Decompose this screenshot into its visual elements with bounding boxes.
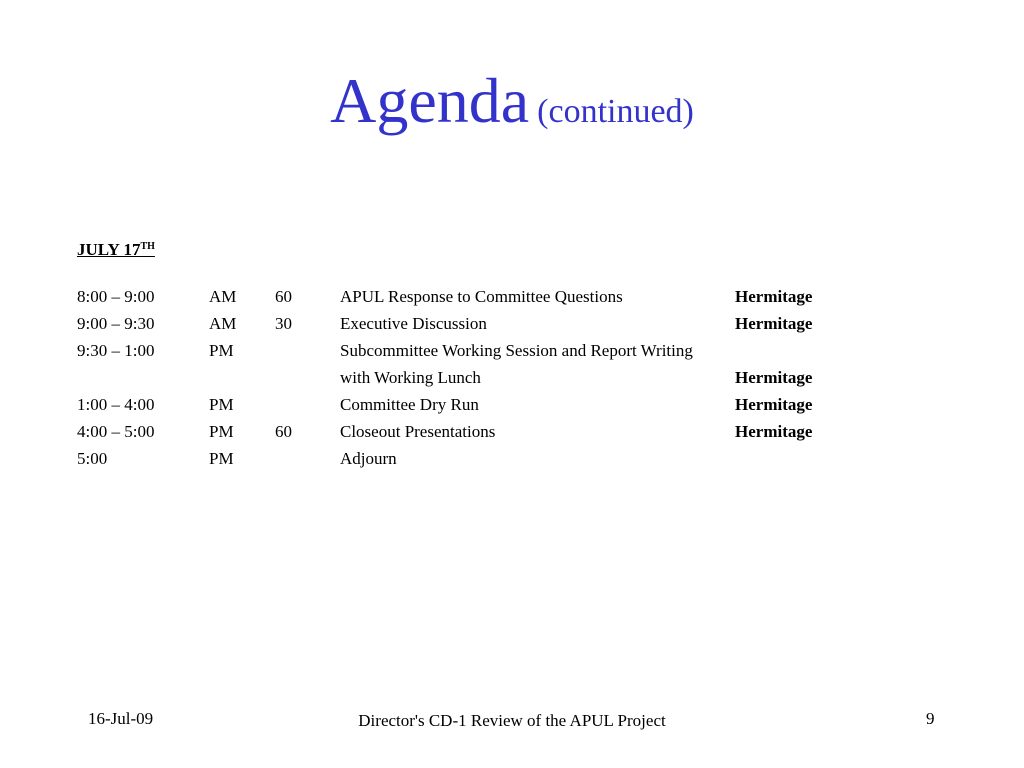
- agenda-room: Hermitage: [735, 314, 813, 333]
- agenda-topic: Closeout Presentations: [340, 422, 496, 441]
- title-text: Agenda: [330, 65, 530, 136]
- agenda-minutes: 60: [275, 422, 292, 441]
- day-heading-text: JULY 17: [77, 240, 141, 259]
- agenda-ampm: PM: [209, 422, 234, 441]
- agenda-row: [77, 341, 877, 368]
- agenda-time: 9:30 – 1:00: [77, 341, 155, 360]
- agenda-room: Hermitage: [735, 368, 813, 387]
- agenda-row: [77, 449, 877, 476]
- agenda-time: 5:00: [77, 449, 108, 468]
- agenda-topic: Executive Discussion: [340, 314, 487, 333]
- agenda-row: [77, 314, 877, 341]
- agenda-time: 9:00 – 9:30: [77, 314, 155, 333]
- agenda-ampm: PM: [209, 449, 234, 468]
- agenda-row: [77, 368, 877, 395]
- agenda-row: [77, 395, 877, 422]
- agenda-time: 1:00 – 4:00: [77, 395, 155, 414]
- agenda-topic: Committee Dry Run: [340, 395, 479, 414]
- title-subtitle: (continued): [537, 93, 694, 130]
- page-number: 9: [926, 709, 935, 728]
- day-heading: [77, 240, 155, 260]
- agenda-ampm: AM: [209, 314, 237, 333]
- day-heading-superscript: TH: [140, 241, 155, 252]
- agenda-ampm: PM: [209, 395, 234, 414]
- agenda-room: Hermitage: [735, 422, 813, 441]
- agenda-table: [77, 287, 877, 476]
- agenda-row: [77, 422, 877, 449]
- slide-title: [0, 64, 1024, 138]
- agenda-topic: Adjourn: [340, 449, 397, 468]
- agenda-row: [77, 287, 877, 314]
- agenda-topic: Subcommittee Working Session and Report Writing: [340, 341, 693, 360]
- agenda-time: 8:00 – 9:00: [77, 287, 155, 306]
- agenda-room: Hermitage: [735, 395, 813, 414]
- agenda-time: 4:00 – 5:00: [77, 422, 155, 441]
- agenda-minutes: 60: [275, 287, 292, 306]
- agenda-room: Hermitage: [735, 287, 813, 306]
- agenda-topic: APUL Response to Committee Questions: [340, 287, 623, 306]
- agenda-ampm: AM: [209, 287, 237, 306]
- footer-title: Director's CD-1 Review of the APUL Project: [358, 711, 666, 730]
- agenda-minutes: 30: [275, 314, 292, 333]
- agenda-ampm: PM: [209, 341, 234, 360]
- footer-date: 16-Jul-09: [88, 709, 154, 728]
- agenda-topic: with Working Lunch: [340, 368, 481, 387]
